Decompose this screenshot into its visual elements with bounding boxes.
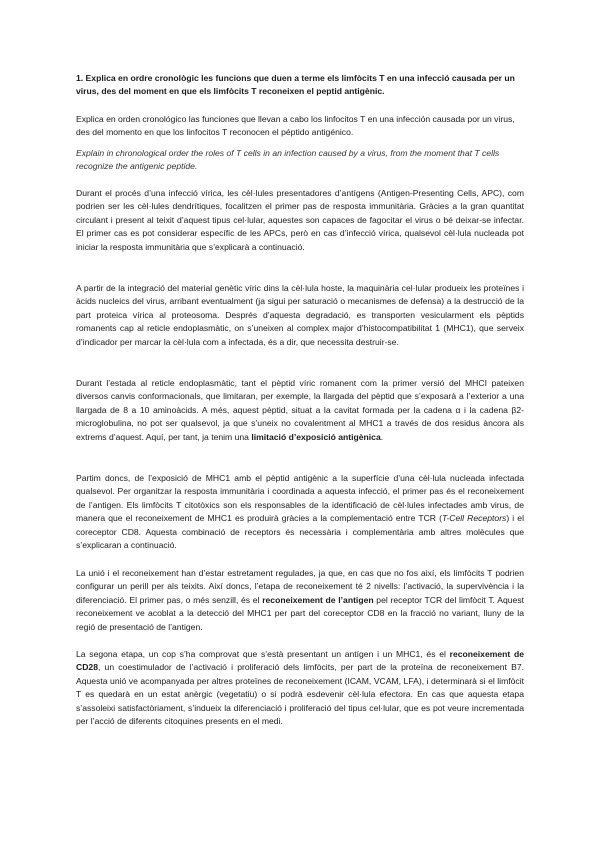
paragraph-text: La unió i el reconeixement han d’estar estretament regulades, ja que, en cas que no fos així, els limfòcits T podrien configurar un perill per als teixits. Així doncs, l’etapa de reconeixement té 2 nivells: l’activació, la supervivència i la diferenciació. El primer pas, o més senzill, és el (76, 568, 524, 605)
question-english: Explain in chronological order the roles of T cells in an infection caused by a virus, from the moment that T cells recognize the antigenic peptide. (76, 148, 500, 172)
paragraph-text: Durant l’estada al reticle endoplasmàtic, tant el pèptid víric romanent com la primer versió del MHCI pateixen diversos canvis conformacionals, que limitaran, per exemple, la llargada del pèptid que s’exposarà a l’exterior a una llargada de 8 a 10 aminoàcids. A més, aquest pèptid, situat a la cavitat formada per la cadena α i la cadena β2-microglobulina, no pot ser qualsevol, ja que s’uneix no covalentment al MHC1 a través de dos residus àncora als extrems d’aquest. Aquí, per tant, ja tenim una (76, 378, 524, 442)
paragraph-text: ) i el coreceptor CD8. Aquesta combinació de receptors és necessària i complementària amb altres molècules que s’explicaran a continuació. (76, 513, 524, 551)
paragraph-text: La segona etapa, un cop s’ha comprovat que s’està presentant un antígen i un MHC1, és el (76, 649, 450, 659)
paragraph-text: . (380, 431, 384, 442)
paragraph-apc: Durant el procés d’una infecció vírica, les cèl·lules presentadores d’antígens (Antigen-Presenting Cells, APC), com podrien ser les cèl·lules dendrítiques, focalitzen el primer pas de resposta immunitària. Gràcies a la gran quantitat circulant i present al teixit d’aquest tipus cel·lular, aquestes son capaces de fagocitar el virus o bé deixar-se infectar. El primer cas es pot considerar específic de les APCs, però en cas d’infecció vírica, qualsevol cèl·lula nucleada pot iniciar la resposta immunitària que s’explicarà a continuació. (76, 188, 524, 252)
paragraph-text: Partim doncs, de l’exposició de MHC1 amb el pèptid antigènic a la superfície d’una cèl·lula nucleada infectada qualsevol. Per organitzar la resposta immunitària i coordinada a aquesta infecció, el primer pas és el reconeixement de l’antigen. Els limfòcits T citotòxics son els responsables de la identificació de cèl·lules infectades amb virus, de manera que el reconeixement de MHC1 es produirà gràcies a la complementació entre TCR ( (76, 473, 524, 524)
paragraph-antigen-recognition (76, 472, 524, 552)
question-spanish: Explica en orden cronológico las funciones que llevan a cabo los linfocitos T en una infección causada por un virus, des del momento en que los linfocitos T reconocen el péptido antigénico. (76, 114, 515, 138)
paragraph-viral-integration: A partir de la integració del material genètic víric dins la cèl·lula hoste, la maquinària cel·lular produeix les proteïnes i àcids nucleics del virus, arribant eventualment (ja sigui per saturació o mecanismes de defensa) a la destrucció de la part proteica vírica al proteosoma. Després d’aquesta degradació, es transporten vesicularment els pèptids romanents cap al reticle endoplasmàtic, on s’uneixen al complex major d’histocompatibilitat 1 (MHC1), que serveix d’indicador per marcar la cèl·lula com a infectada, és a dir, que necessita destruir-se. (76, 283, 524, 347)
bold-term: reconeixement de CD28 (76, 649, 525, 673)
paragraph-text: , un coestimulador de l’activació i proliferació dels limfòcits, per part de la proteïna de reconeixement B7. Aquesta unió ve acompanyada per altres proteïnes de reconeixement (ICAM, VCAM, LFA), i determinarà si el limfòcit T es quedarà en un estat anèrgic (vegetatiu) o si podrà esdevenir cèl·lula efectora. En cas que aquesta etapa s’assoleixi satisfactòriament, s’indueix la diferenciació i proliferació del tipus cel·lular, que es pot veure incrementada per l’acció de diferents citoquines presents en el medi. (76, 662, 524, 727)
bold-term: limitació d’exposició antigènica (251, 431, 381, 442)
paragraph-cd28 (76, 648, 524, 728)
bold-term: reconeixement de l’antigen (262, 594, 374, 605)
question-heading: 1. Explica en ordre cronològic les funcions que duen a terme els limfòcits T en una infecció causada per un virus, des del moment en que els limfòcits T reconeixen el peptid antigènic. (76, 73, 515, 97)
paragraph-text: pel receptor TCR del limfòcit T. Aquest reconeixement ve acoblat a la detecció del MHC1 per part del coreceptor CD8 en la fracció no variant, lluny de la regió de presentació de l’antigen. (76, 594, 525, 632)
paragraph-regulation (76, 567, 524, 634)
paragraph-endoplasmic-reticulum (76, 377, 524, 444)
italic-term: T-Cell Receptors (441, 513, 507, 524)
